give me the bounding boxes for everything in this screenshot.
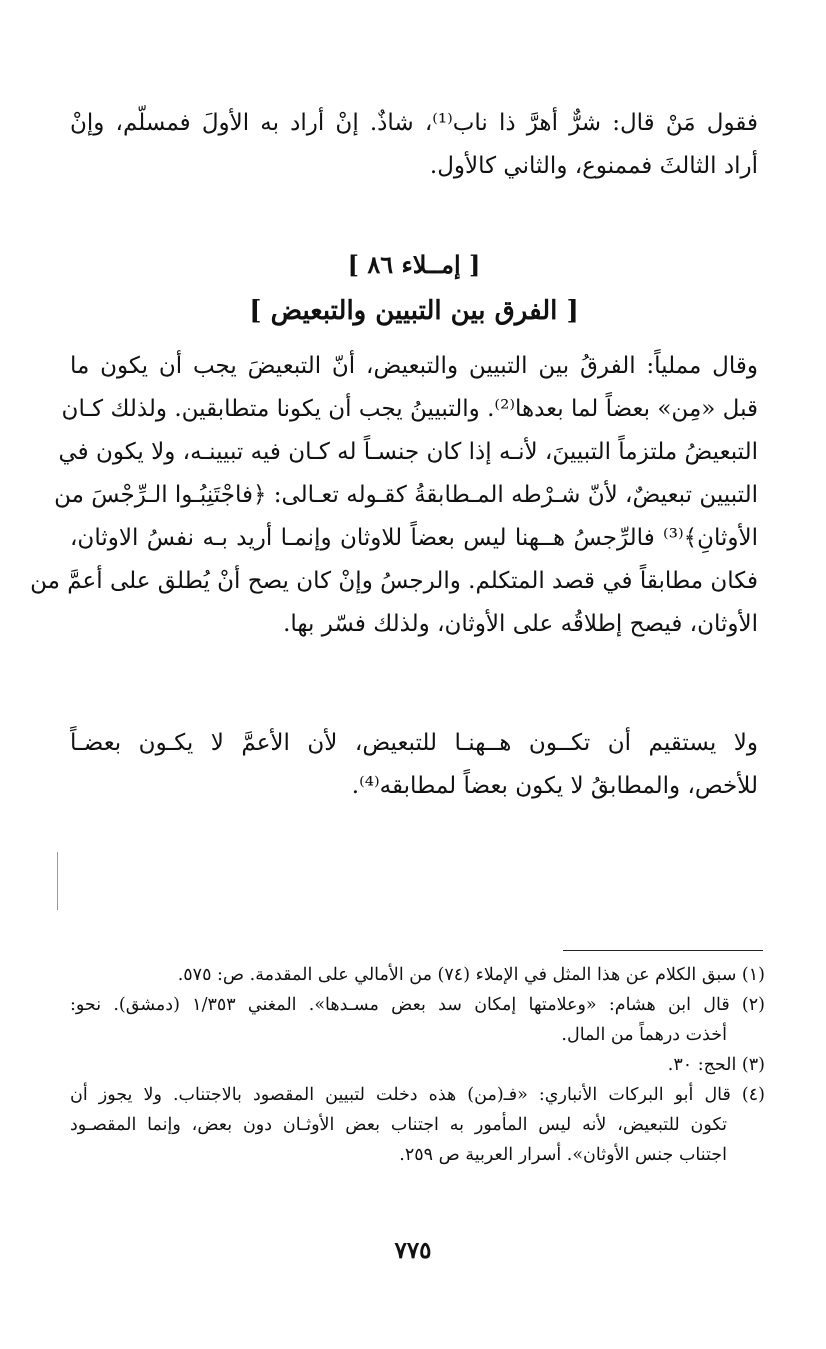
text-line: وقال مملياً: الفرقُ بين التبيين والتبعيض، أنّ التبعيضَ يجب أن يكون ما (70, 353, 758, 379)
footnote-line: (٤) قال أبو البركات الأنباري: «فـ(من) هذه دخلت لتبيين المقصود بالاجتناب. ولا يجوز أن (70, 1085, 765, 1105)
text-line: التبعيضُ ملتزماً التبيينَ، لأنـه إذا كان جنسـاً له كـان فيه تبيينـه، ولا يكون في (58, 439, 758, 465)
footnote-4 (70, 1080, 765, 1170)
imla-title: [ إمــلاء ٨٦ ] (347, 250, 481, 279)
text-line: الأوثان، فيصح إطلاقُه على الأوثان، ولذلك فسّر بها. (283, 611, 758, 637)
text-line: أراد الثالثَ فممنوع، والثاني كالأول. (429, 153, 758, 179)
text-line: التبيين تبعيضٌ، لأنّ شـرْطه المـطابقةُ كقـوله تعـالى: ﴿فاجْتَنِبُـوا الـرِّجْسَ من (54, 482, 758, 508)
page-number: ٧٧٥ (394, 1237, 432, 1264)
text-line: فكان مطابقاً في قصد المتكلم. والرجسُ وإنْ كان يصح أنْ يُطلق على أعمَّ من (30, 568, 758, 594)
text-line: ولا يستقيم أن تكــون هــهنـا للتبعيض، لأن الأعمَّ لا يكـون بعضـاً (70, 730, 758, 756)
intro-paragraph (70, 102, 758, 188)
separator-line (563, 950, 763, 951)
text-line: فقول مَنْ قال: شرٌّ أهرَّ ذا ناب⁽¹⁾، شاذٌ. إنْ أراد به الأولَ فمسلّم، وإنْ (70, 110, 758, 136)
footnote-line: اجتناب جنس الأوثان». أسرار العربية ص ٢٥٩. (399, 1145, 727, 1165)
footnotes (70, 960, 765, 1170)
footnote-line: أخذت درهماً من المال. (561, 1025, 727, 1045)
text-line: الأوثانِ﴾⁽³⁾ فالرِّجسُ هــهنا ليس بعضاً للاوثان وإنمـا أريد بـه نفسُ الاوثان، (70, 525, 758, 551)
footnote-line: تكون للتبعيض، لأنه ليس المأمور به اجتناب بعض الأوثـان دون بعض، وإنما المقصـود (70, 1115, 727, 1135)
footnote-line: (٢) قال ابن هشام: «وعلامتها إمكان سد بعض مسـدها». المغني ١/٣٥٣ (دمشق). نحو: (70, 995, 765, 1015)
paragraph-2 (70, 722, 758, 808)
footnote-line: (٣) الحج: ٣٠. (667, 1055, 765, 1075)
footnote-line: (١) سبق الكلام عن هذا المثل في الإملاء (٧٤) من الأمالي على المقدمة. ص: ٥٧٥. (177, 965, 765, 985)
footnote-2 (70, 990, 765, 1050)
footnote-1 (70, 960, 765, 990)
margin-scan-mark (57, 852, 58, 910)
section-heading: [ الفرق بين التبيين والتبعيض ] (249, 296, 579, 326)
paragraph-1 (30, 345, 758, 646)
footnote-3 (70, 1050, 765, 1080)
text-line: قبل «مِن» بعضاً لما بعدها⁽²⁾. والتبيينُ يجب أن يكونا متطابقين. ولذلك كـان (61, 396, 758, 422)
text-line: للأخص، والمطابقُ لا يكون بعضاً لمطابقه⁽⁴⁾. (351, 773, 758, 799)
